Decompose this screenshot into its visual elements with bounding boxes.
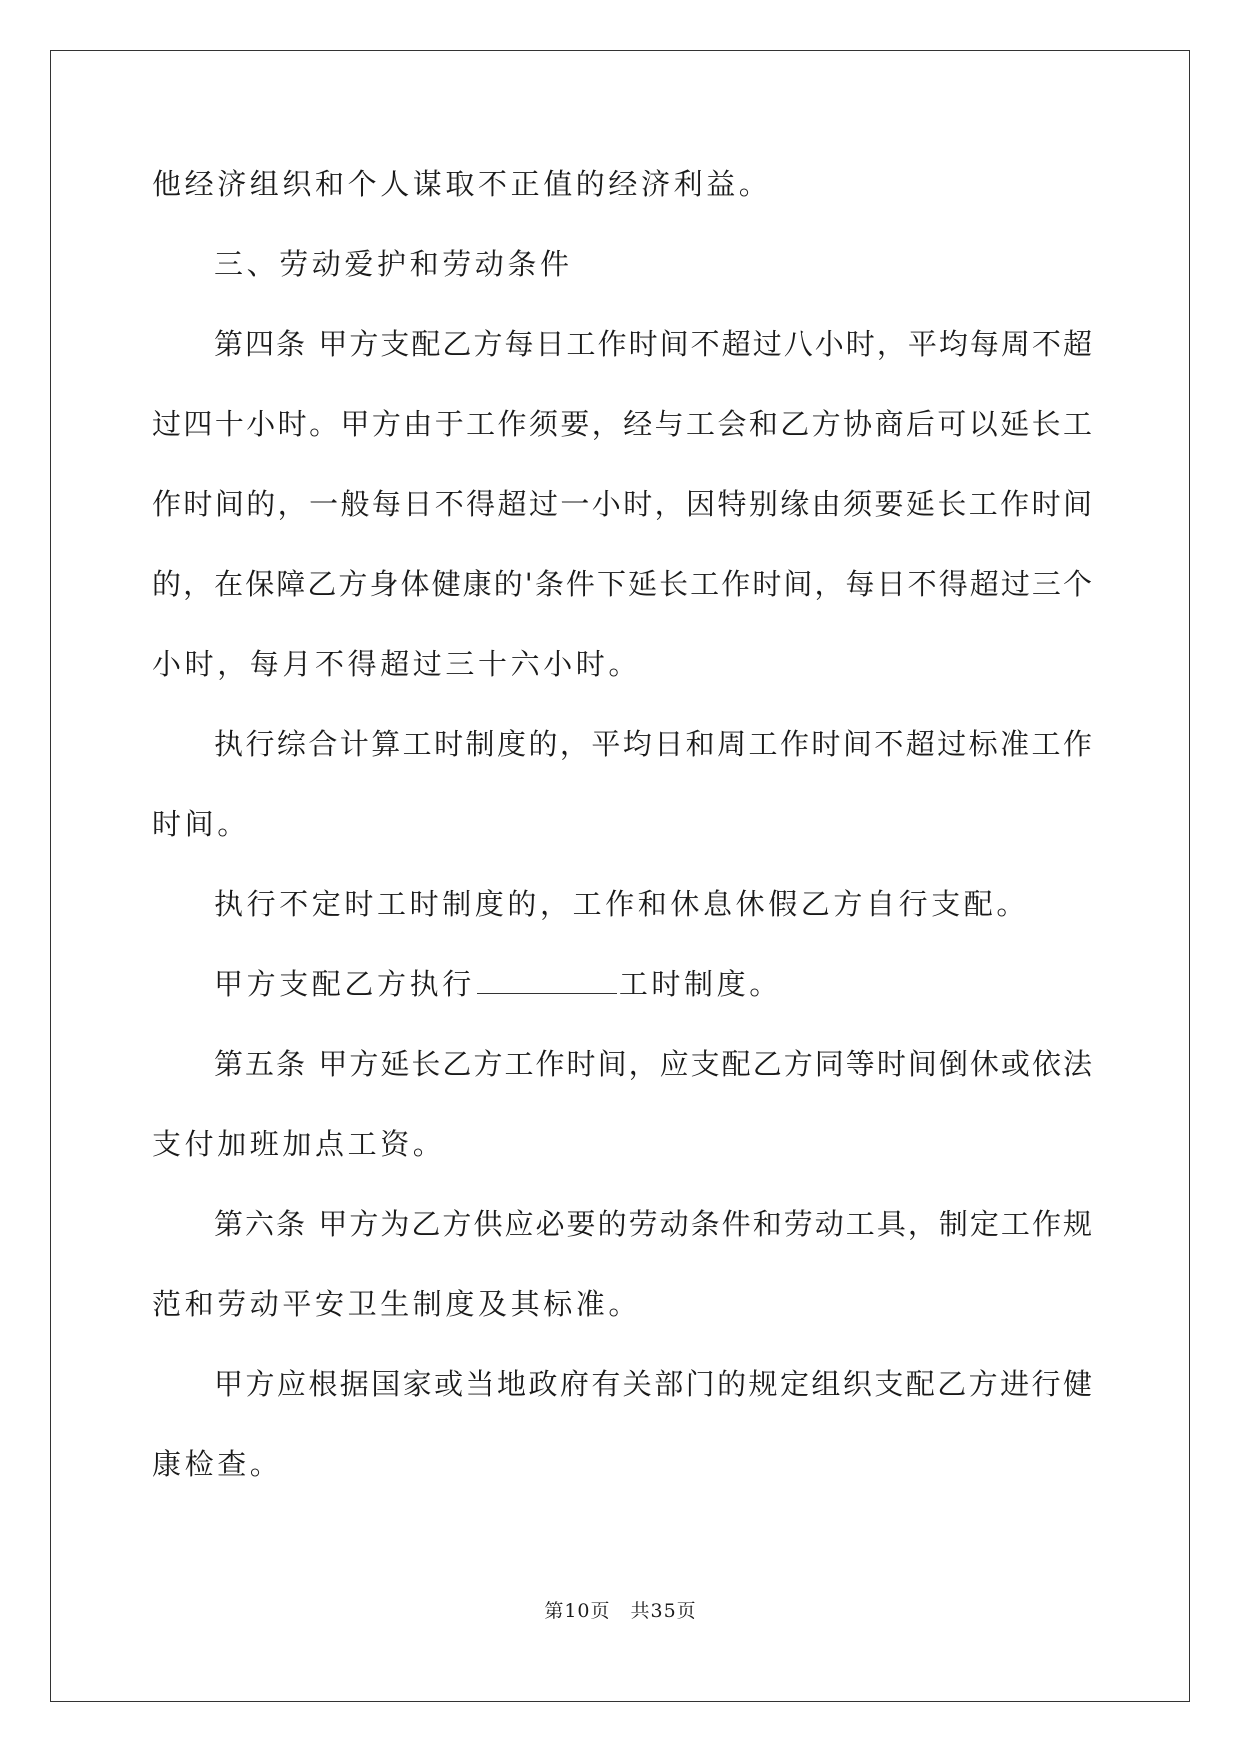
text-line: 小时，每月不得超过三十六小时。 [152,647,642,681]
text-line: 范和劳动平安卫生制度及其标准。 [152,1287,642,1321]
section-heading: 三、劳动爱护和劳动条件 [214,247,573,281]
text-line: 执行不定时工时制度的，工作和休息休假乙方自行支配。 [214,887,1030,921]
text-segment: 工时制度。 [618,967,782,1001]
text-line: 他经济组织和个人谋取不正值的经济利益。 [152,167,772,201]
text-segment: 甲方支配乙方执行 [214,967,475,1001]
text-line: 第六条 甲方为乙方供应必要的劳动条件和劳动工具，制定工作规 [214,1207,1092,1241]
page-number: 第10页 共35页 [544,1600,697,1622]
text-line: 作时间的，一般每日不得超过一小时，因特别缘由须要延长工作时间 [152,487,1092,521]
text-line: 的，在保障乙方身体健康的'条件下延长工作时间，每日不得超过三个 [152,567,1092,601]
text-line: 第四条 甲方支配乙方每日工作时间不超过八小时，平均每周不超 [214,327,1092,361]
text-line: 过四十小时。甲方由于工作须要，经与工会和乙方协商后可以延长工 [152,407,1092,441]
blank-field [477,965,617,994]
fill-in-line [214,964,782,1004]
text-line: 康检查。 [152,1447,283,1481]
text-line: 第五条 甲方延长乙方工作时间，应支配乙方同等时间倒休或依法 [214,1047,1092,1081]
text-line: 甲方应根据国家或当地政府有关部门的规定组织支配乙方进行健 [214,1367,1092,1401]
text-line: 执行综合计算工时制度的，平均日和周工作时间不超过标准工作 [214,727,1092,761]
text-line: 时间。 [152,807,250,841]
text-line: 支付加班加点工资。 [152,1127,446,1161]
